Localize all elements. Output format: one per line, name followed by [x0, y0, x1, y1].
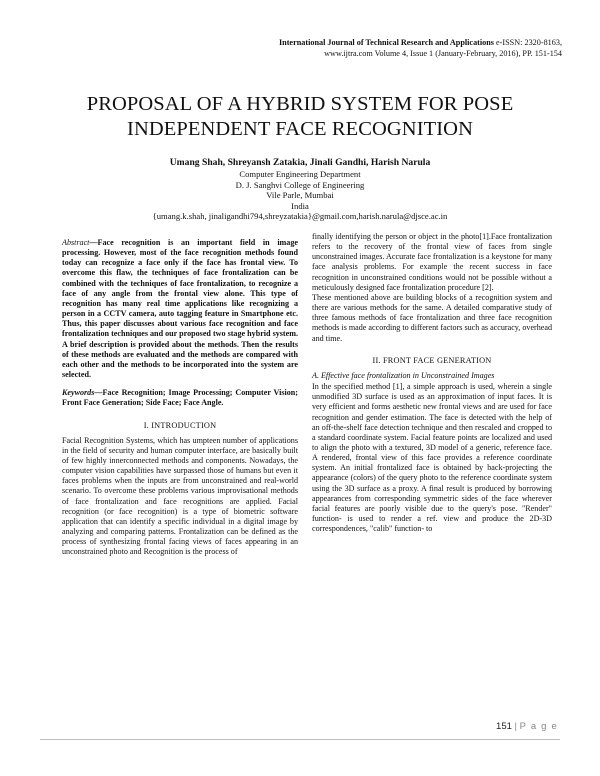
keywords-label: Keywords	[62, 388, 95, 398]
affiliation-emails: {umang.k.shah, jinaligandhi794,shreyzatakia}@gmail.com,harish.narula@djsce.ac.in	[152, 211, 448, 222]
authors: Umang Shah, Shreyansh Zatakia, Jinali Gandhi, Harish Narula	[169, 157, 431, 168]
right-column	[312, 232, 552, 534]
left-column	[62, 238, 298, 558]
keywords	[62, 388, 298, 408]
abstract-label: Abstract	[62, 238, 90, 247]
journal-issn: e-ISSN: 2320-8163,	[494, 38, 562, 47]
affiliation-country: India	[291, 200, 309, 211]
abstract	[62, 238, 298, 380]
page-number: 151	[496, 721, 512, 732]
journal-header-line1	[202, 37, 562, 48]
footer-separator: |	[511, 721, 520, 732]
subsection-heading-a: A. Effective face frontalization in Unconstrained Images	[312, 370, 495, 380]
abstract-text: —Face recognition is an important field in image processing. However, most of the face recognition methods found today can recognize a face only if the face has frontal view. To overcome this flaw, the techniques of face frontalization can be combined with the techniques of face frontalization, to recognize a face of any angle from the frontal view alone. This type of recognition has many real time applications like recognizing a person in a CCTV camera, auto tagging feature in Smartphone etc. Thus, this paper discusses about various face recognition and face frontalization techniques and our proposed two stage hybrid system. A brief description is provided about the methods. Then the results of these methods are evaluated and the methods are compared with each other and the methods to be incorporated into the system are selected.	[62, 238, 298, 380]
journal-header	[202, 37, 562, 59]
footer-divider	[40, 739, 560, 740]
method-paragraph: In the specified method [1], a simple approach is used, wherein a single unmodified 3D surface is used as an approximation of input faces. It is very efficient and forms aesthetic new frontal views and are used for face recognition and gender estimation. The face is detected with the help of an off-the-shelf face detection technique and then rescaled and cropped to a standard coordinate system. Facial feature points are localized and used to align the photo with a textured, 3D model of a generic, reference face. A rendered, frontal view of this face provides a reference coordinate system. An initial frontalized face is obtained by back-projecting the appearance (colors) of the query photo to the reference coordinate system using the 3D surface as a proxy. A final result is produced by borrowing appearances from corresponding symmetric sides of the face wherever facial features are poorly visible due to the query's pose. "Render" function- is used to render a ref. view and produce the 2D-3D correspondences, "calib" function- to	[312, 382, 552, 534]
affiliation-college: D. J. Sanghvi College of Engineering	[235, 179, 365, 190]
affiliation-department: Computer Engineering Department	[239, 169, 361, 179]
page-footer	[496, 721, 558, 732]
paper-title	[40, 92, 560, 142]
keywords-text: —Face Recognition; Image Processing; Computer Vision; Front Face Generation; Side Face; Face Angle.	[62, 388, 298, 408]
affiliation-city: Vile Parle, Mumbai	[266, 190, 334, 201]
title-line-1: PROPOSAL OF A HYBRID SYSTEM FOR POSE	[86, 93, 514, 115]
intro-continued-paragraph: finally identifying the person or object in the photo[1].Face frontalization refers to the recovery of the frontal view of faces from single unconstrained images. Accurate face frontalization is a keystone for many face analysis problems. For example the recent success in face recognition in unconstrained conditions would not be possible without a meticulously designed face frontalization procedure [2].	[312, 232, 552, 292]
page-label: P a g e	[519, 721, 558, 732]
title-line-2: INDEPENDENT FACE RECOGNITION	[127, 118, 473, 140]
section-heading-front-face: II. FRONT FACE GENERATION	[372, 355, 492, 365]
journal-header-line2: www.ijtra.com Volume 4, Issue 1 (January-February, 2016), PP. 151-154	[324, 49, 562, 58]
introduction-paragraph: Facial Recognition Systems, which has umpteen number of applications in the field of security and human computer interface, are basically built of few highly innerconnected methods and components. Nowadays, the computer vision capabilities have surpassed those of humans but even it faces problems when the inputs are from unconstrained and real-world scenario. To overcome these problems various improvisational methods of face frontalization and face recognitions are applied. Facial recognition (or face recognition) is a type of biometric software application that can identify a specific individual in a digital image by analyzing and comparing patterns. Frontalization can be defined as the process of synthesizing frontal facing views of faces appearing in an unconstrained photo and Recognition is the process of	[62, 435, 298, 557]
section-heading-introduction: I. INTRODUCTION	[143, 420, 217, 430]
affiliation	[40, 169, 560, 222]
journal-name: International Journal of Technical Research and Applications	[278, 38, 494, 47]
intro-paragraph-2: These mentioned above are building blocks of a recognition system and there are various methods for the same. A detailed comparative study of three famous methods of face frontalization and three face recognition methods is made according to different factors such as accuracy, overhead and time.	[312, 292, 553, 343]
